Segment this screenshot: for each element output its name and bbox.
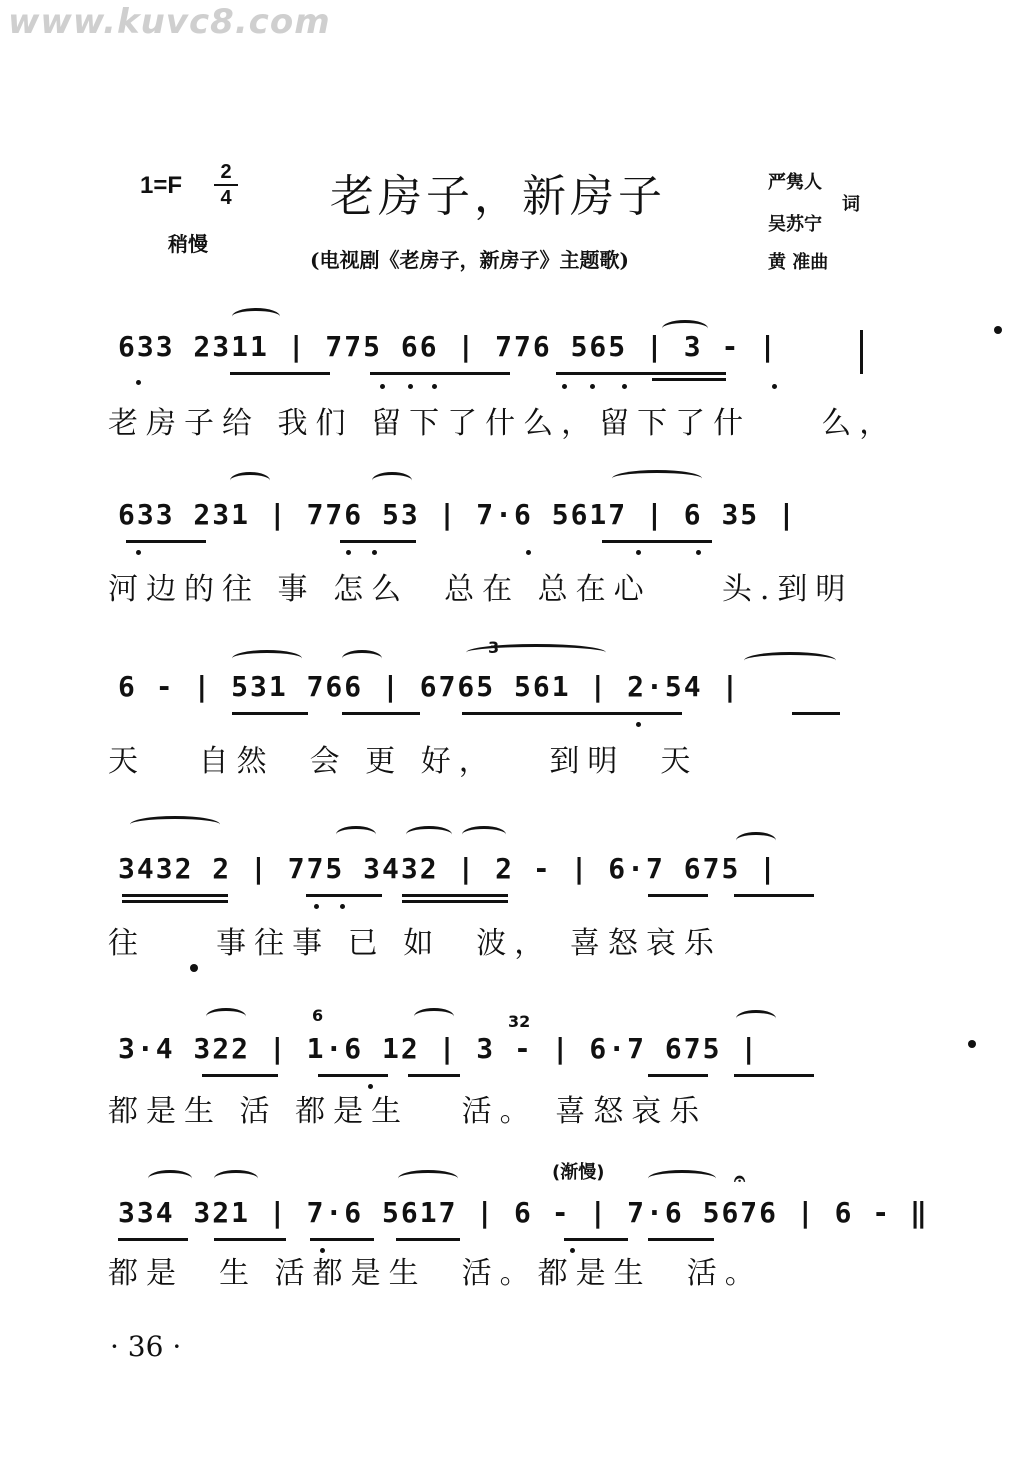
beam — [648, 1074, 708, 1077]
beam — [214, 1238, 286, 1241]
barline — [860, 330, 863, 374]
beam — [122, 894, 228, 897]
beam — [202, 1074, 278, 1077]
beam — [792, 712, 840, 715]
octave-dot — [346, 550, 351, 555]
slur — [736, 832, 776, 849]
lyricist: 严隽人 — [768, 172, 822, 193]
octave-dot — [380, 384, 385, 389]
notation-line: 334 321 | 7·6 5617 | 6 - | 7·6 5676 | 6 - ‖ — [118, 1196, 929, 1229]
lyrics-line: 老房子给 我们 留下了什么，留下了什 么， — [108, 406, 898, 441]
notation-line: 3·4 322 | 1·6 12 | 3 - | 6·7 675 | — [118, 1032, 760, 1065]
beam — [648, 1238, 714, 1241]
beam — [126, 540, 206, 543]
grace-note: 32 — [508, 1012, 531, 1031]
beam — [342, 712, 420, 715]
notation-line: 3432 2 | 775 3432 | 2 - | 6·7 675 | — [118, 852, 779, 885]
fermata-mark: 𝄐 — [734, 1166, 746, 1190]
time-bottom: 4 — [220, 187, 232, 209]
slur — [612, 470, 702, 487]
octave-dot — [136, 550, 141, 555]
slur — [736, 1010, 776, 1027]
beam — [652, 378, 726, 381]
grace-note: 6 — [312, 1006, 324, 1025]
slur — [232, 308, 280, 325]
notation-line: 6 - | 531 766 | 6765 561 | 2·54 | — [118, 670, 741, 703]
octave-dot — [636, 722, 641, 727]
beam — [310, 1238, 374, 1241]
beam — [734, 1074, 814, 1077]
composer: 黄 准曲 — [768, 252, 829, 273]
key-signature: 1=F — [140, 172, 183, 199]
slur — [466, 644, 606, 661]
slur — [462, 826, 506, 843]
octave-dot — [136, 380, 141, 385]
notation-line: 633 231 | 776 53 | 7·6 5617 | 6 35 | — [118, 498, 797, 531]
beam — [402, 894, 508, 897]
beam — [340, 540, 416, 543]
slur — [148, 1170, 192, 1187]
lyricist-tag: 词 — [842, 194, 860, 215]
octave-dot — [372, 550, 377, 555]
time-signature — [214, 160, 238, 210]
tempo-marking: 稍慢 — [168, 232, 208, 256]
beam — [230, 372, 330, 375]
slur — [372, 472, 412, 489]
octave-dot — [696, 550, 701, 555]
octave-dot — [314, 904, 319, 909]
lyricist-2: 吴苏宁 — [768, 214, 822, 235]
beam — [462, 712, 682, 715]
slur — [130, 816, 220, 833]
octave-dot — [408, 384, 413, 389]
slur — [648, 1170, 716, 1187]
beam — [370, 372, 510, 375]
lyrics-line: 都是生 活 都是生 活。 喜怒哀乐 — [108, 1094, 708, 1129]
lyrics-line: 河边的往 事 怎么 总在 总在心 头.到明 — [108, 572, 854, 607]
beam — [232, 712, 308, 715]
octave-dot — [622, 384, 627, 389]
beam — [564, 1238, 628, 1241]
octave-dot — [562, 384, 567, 389]
time-top: 2 — [214, 160, 238, 186]
scan-speck — [190, 964, 198, 972]
beam — [648, 894, 708, 897]
beam — [402, 900, 508, 903]
watermark: www.kuvc8.com — [8, 2, 331, 42]
scan-speck — [968, 1040, 976, 1048]
octave-dot — [526, 550, 531, 555]
slur — [744, 652, 836, 669]
beam — [396, 1238, 460, 1241]
scan-speck — [994, 326, 1002, 334]
slur — [214, 1170, 258, 1187]
slur — [342, 650, 382, 667]
lyrics-line: 都是 生 活都是生 活。都是生 活。 — [108, 1256, 763, 1291]
octave-dot — [772, 384, 777, 389]
lyrics-line: 天 自然 会 更 好， 到明 天 — [108, 744, 699, 779]
page-number: · 36 · — [110, 1330, 182, 1363]
beam — [318, 1074, 388, 1077]
song-title: 老房子，新房子 — [330, 171, 666, 222]
beam — [556, 372, 726, 375]
octave-dot — [432, 384, 437, 389]
octave-dot — [636, 550, 641, 555]
beam — [408, 1074, 460, 1077]
tempo-change: (渐慢) — [552, 1162, 605, 1183]
octave-dot — [590, 384, 595, 389]
octave-dot — [340, 904, 345, 909]
beam — [122, 900, 228, 903]
slur — [406, 826, 452, 843]
beam — [734, 894, 814, 897]
slur — [206, 1008, 246, 1025]
slur — [230, 472, 270, 489]
beam — [602, 540, 712, 543]
slur — [232, 650, 302, 667]
beam — [118, 1238, 188, 1241]
slur — [336, 826, 376, 843]
slur — [414, 1008, 454, 1025]
lyrics-line: 往 事往事 已 如 波， 喜怒哀乐 — [108, 926, 722, 961]
triplet-mark: 3 — [488, 638, 500, 657]
notation-line: 633 2311 | 775 66 | 776 565 | 3 - | — [118, 330, 779, 363]
song-subtitle: (电视剧《老房子，新房子》主题歌) — [310, 248, 629, 272]
slur — [398, 1170, 458, 1187]
beam — [306, 894, 382, 897]
